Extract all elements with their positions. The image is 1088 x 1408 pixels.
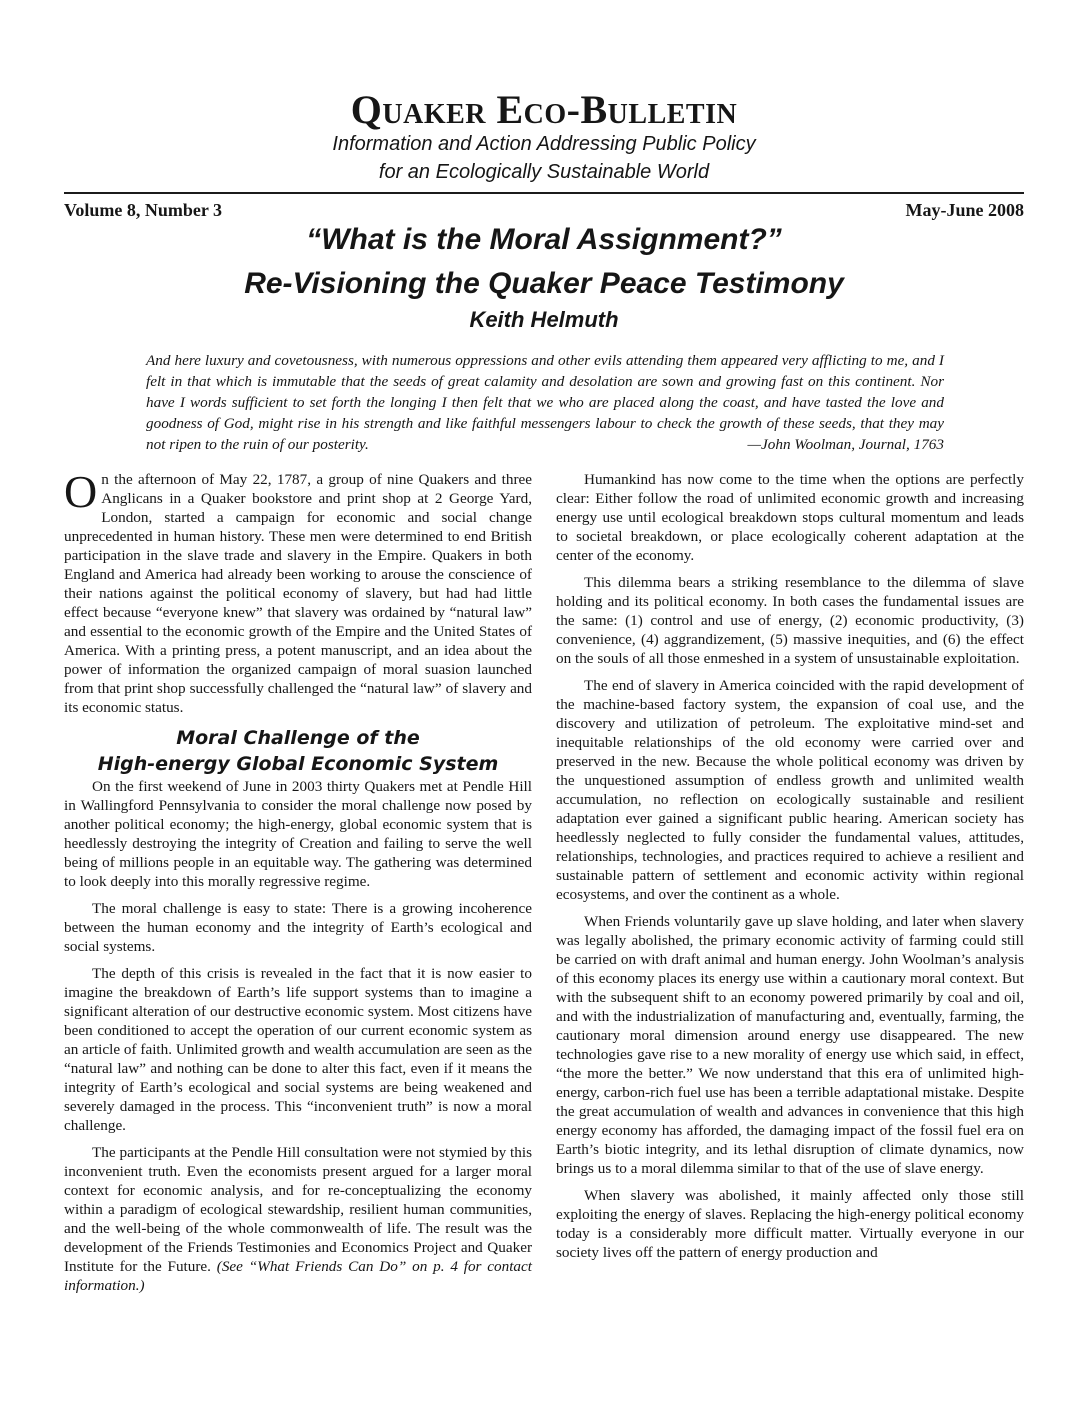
paragraph [64,1143,532,1295]
issue-date: May-June 2008 [905,200,1024,220]
section-subhead [64,725,532,777]
paragraph: The moral challenge is easy to state: There is a growing incoherence between the human economy and the integrity of Earth’s ecological and social systems. [64,900,532,955]
contact-note: (See “What Friends Can Do” on p. 4 for contact information.) [64,1258,532,1294]
left-column [64,466,532,1303]
right-column [556,470,1024,1270]
masthead-subtitle-line2: for an Ecologically Sustainable World [378,161,710,183]
paragraph: The end of slavery in America coincided with the rapid development of the machine-based factory system, the expansion of coal use, and the discovery and utilization of petroleum. The exploitative mind-set and inequitable relationships of the old economy were carried over and preserved in the new. Because the whole political economy was driven by the unquestioned assumption of endless growth and unlimited wealth accumulation, no reflection on ecologically sustainable and resilient adaptation ever gained a significant public hearing. American society has heedlessly neglected to fully consider the fundamental values, attitudes, relationships, technologies, and practices required to achieve a resilient and sustainable pattern of settlement and economic activity within regional ecosystems, and over the continent as a whole. [556,677,1024,903]
epigraph-text: And here luxury and covetousness, with numerous oppressions and other evils attending them appeared very afflicting to me, and I felt in that which is immutable that the seeds of great calamity and desolation are sown and growing fast on this continent. Nor have I words sufficient to set forth the longing I then felt that we who are placed along the coast, and have tasted the love and goodness of God, might rise in his strength and like faithful messengers labour to check the growth of these seeds, that they may not ripen to the ruin of our posterity. [146,352,944,453]
masthead-title: Quaker Eco-Bulletin [350,87,738,132]
paragraph: The depth of this crisis is revealed in the fact that it is now easier to imagine the breakdown of Earth’s life support systems than to imagine a significant alteration of our destructive economic system. Most citizens have been conditioned to accept the operation of our current economic system as an article of faith. Unlimited growth and wealth accumulation are seen as the “natural law” and nothing can be done to alter this fact, even if it means the integrity of Earth’s ecological and social systems are being weakened and severely damaged in the process. This “inconvenient truth” is now a moral challenge. [64,965,532,1134]
subhead-line2: High-energy Global Economic System [97,753,499,775]
drop-cap: O [64,466,98,517]
issue-volume: Volume 8, Number 3 [64,200,223,220]
masthead-divider [64,192,1024,194]
paragraph: Humankind has now come to the time when the options are perfectly clear: Either follow the road of unlimited economic growth and increasing energy use until ecological breakdown stops cultural momentum and leads to societal breakdown, or place ecologically coherent adaptation at the center of the economy. [556,471,1024,564]
subhead-line1: Moral Challenge of the [176,727,420,749]
article-author: Keith Helmuth [469,307,619,332]
epigraph [146,350,944,455]
paragraph: When slavery was abolished, it mainly affected only those still exploiting the energy of slaves. Replacing the high-energy political economy today is a considerably more difficult matter. Virtually everyone in our society lives off the pattern of energy production and [556,1187,1024,1261]
paragraph: This dilemma bears a striking resemblance to the dilemma of slave holding and its political economy. In both cases the fundamental issues are the same: (1) control and use of energy, (2) economic productivity, (3) convenience, (4) aggrandizement, (5) massive inequities, and (6) the effect on the souls of all those enmeshed in a system of unsustainable exploitation. [556,574,1024,667]
article-headline-line2: Re-Visioning the Quaker Peace Testimony [244,267,844,300]
paragraph: On the first weekend of June in 2003 thirty Quakers met at Pendle Hill in Wallingford Pennsylvania to consider the moral challenge now posed by another political economy; the high-energy, global economic system that is heedlessly destroying the integrity of Creation and failing to serve the well being of millions people in an equitable way. The gathering was determined to look deeply into this morally regressive regime. [64,778,532,890]
article-headline-line1: “What is the Moral Assignment?” [306,223,782,256]
masthead-subtitle-line1: Information and Action Addressing Public Policy [332,133,756,155]
epigraph-attribution: —John Woolman, Journal, 1763 [747,436,944,453]
paragraph-text: n the afternoon of May 22, 1787, a group of nine Quakers and three Anglicans in a Quaker bookstore and print shop at 2 George Yard, London, started a campaign for economic and social change unprecedented in human history. These men were determined to end British participation in the slave trade and slavery in the Empire. Quakers in both England and America had already been working to arouse the conscience of their nations against the political economy of slavery, but had had little effect because “everyone knew” that slavery was ordained by “natural law” and essential to the economic growth of the Empire and the United States of America. With a printing press, a potent manuscript, and an idea about the power of information the organized campaign of moral suasion launched from that print shop successfully challenged the “natural law” of slavery and its economic status. [64,471,532,716]
paragraph: When Friends voluntarily gave up slave holding, and later when slavery was legally abolished, the primary economic activity of farming could still be carried on with draft animal and human energy. John Woolman’s analysis of this economy places its energy use within a cautionary moral context. But with the subsequent shift to an economy powered primarily by coal and oil, and with the industrialization of manufacturing and, eventually, farming, the cautionary moral dimension around energy use disappeared. The new technologies gave rise to a new morality of energy use which said, in effect, “the more the better.” We now understand that this era of unlimited high-energy, carbon-rich fuel use has been a terrible adaptational mistake. Despite the great accumulation of wealth and advances in convenience that this high energy economy has afforded, the damaging impact of the fossil fuel era on Earth’s biotic integrity, and its lethal disruption of climate dynamics, now brings us to a moral dilemma similar to that of the use of slave energy. [556,913,1024,1177]
paragraph-text: The participants at the Pendle Hill consultation were not stymied by this inconvenient truth. Even the economists present argued for a larger moral context for economic analysis, and for re-conceptualizing the economy within a paradigm of ecological stewardship, resilient human communities, and the well-being of the whole commonwealth of life. The result was the development of the Friends Testimonies and Economics Project and Quaker Institute for the Future. [64,1144,532,1275]
paragraph [64,466,532,717]
